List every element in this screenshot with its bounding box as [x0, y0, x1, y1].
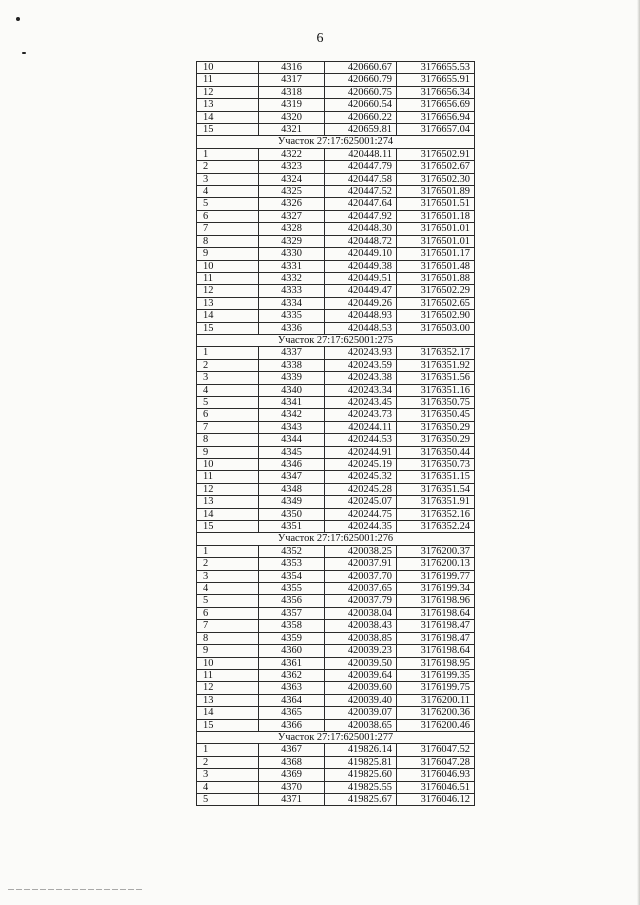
x-coordinate: 420243.73 — [325, 409, 397, 421]
x-coordinate: 420660.79 — [325, 74, 397, 86]
point-number: 4364 — [259, 694, 325, 706]
table-row — [197, 521, 475, 533]
point-number: 4346 — [259, 459, 325, 471]
x-coordinate: 420037.91 — [325, 558, 397, 570]
row-number: 7 — [197, 620, 259, 632]
x-coordinate: 420039.23 — [325, 645, 397, 657]
y-coordinate: 3176351.15 — [397, 471, 475, 483]
point-number: 4368 — [259, 756, 325, 768]
point-number: 4370 — [259, 781, 325, 793]
point-number: 4343 — [259, 421, 325, 433]
table-row — [197, 173, 475, 185]
table-row — [197, 86, 475, 98]
y-coordinate: 3176046.12 — [397, 793, 475, 805]
row-number: 6 — [197, 607, 259, 619]
point-number: 4355 — [259, 583, 325, 595]
y-coordinate: 3176046.93 — [397, 769, 475, 781]
y-coordinate: 3176501.51 — [397, 198, 475, 210]
x-coordinate: 420243.34 — [325, 384, 397, 396]
y-coordinate: 3176502.65 — [397, 297, 475, 309]
x-coordinate: 420660.22 — [325, 111, 397, 123]
y-coordinate: 3176351.91 — [397, 496, 475, 508]
x-coordinate: 420660.67 — [325, 62, 397, 74]
y-coordinate: 3176199.35 — [397, 669, 475, 681]
table-row — [197, 223, 475, 235]
table-row — [197, 446, 475, 458]
table-row — [197, 781, 475, 793]
x-coordinate: 420447.92 — [325, 210, 397, 222]
y-coordinate: 3176352.24 — [397, 521, 475, 533]
y-coordinate: 3176352.16 — [397, 508, 475, 520]
table-row — [197, 148, 475, 160]
y-coordinate: 3176047.52 — [397, 744, 475, 756]
row-number: 3 — [197, 769, 259, 781]
row-number: 11 — [197, 74, 259, 86]
x-coordinate: 420243.38 — [325, 372, 397, 384]
row-number: 3 — [197, 570, 259, 582]
y-coordinate: 3176200.46 — [397, 719, 475, 731]
point-number: 4331 — [259, 260, 325, 272]
table-row — [197, 682, 475, 694]
scan-dash-left — [22, 52, 26, 54]
section-row — [197, 136, 475, 148]
row-number: 9 — [197, 446, 259, 458]
row-number: 14 — [197, 310, 259, 322]
point-number: 4369 — [259, 769, 325, 781]
point-number: 4329 — [259, 235, 325, 247]
point-number: 4357 — [259, 607, 325, 619]
table-row — [197, 310, 475, 322]
table-row — [197, 607, 475, 619]
x-coordinate: 420037.79 — [325, 595, 397, 607]
table-row — [197, 707, 475, 719]
table-row — [197, 409, 475, 421]
point-number: 4344 — [259, 434, 325, 446]
row-number: 2 — [197, 756, 259, 768]
row-number: 10 — [197, 62, 259, 74]
row-number: 4 — [197, 186, 259, 198]
row-number: 3 — [197, 173, 259, 185]
row-number: 11 — [197, 272, 259, 284]
row-number: 4 — [197, 583, 259, 595]
coordinates-table — [196, 61, 475, 806]
point-number: 4316 — [259, 62, 325, 74]
row-number: 13 — [197, 99, 259, 111]
scan-dot-top — [16, 17, 20, 21]
row-number: 8 — [197, 434, 259, 446]
point-number: 4348 — [259, 483, 325, 495]
y-coordinate: 3176351.16 — [397, 384, 475, 396]
x-coordinate: 420449.47 — [325, 285, 397, 297]
row-number: 8 — [197, 632, 259, 644]
point-number: 4325 — [259, 186, 325, 198]
point-number: 4366 — [259, 719, 325, 731]
point-number: 4341 — [259, 396, 325, 408]
row-number: 1 — [197, 347, 259, 359]
row-number: 11 — [197, 471, 259, 483]
table-row — [197, 235, 475, 247]
x-coordinate: 420448.72 — [325, 235, 397, 247]
y-coordinate: 3176198.47 — [397, 620, 475, 632]
point-number: 4318 — [259, 86, 325, 98]
table-row — [197, 421, 475, 433]
table-row — [197, 583, 475, 595]
point-number: 4358 — [259, 620, 325, 632]
table-row — [197, 124, 475, 136]
x-coordinate: 420448.30 — [325, 223, 397, 235]
row-number: 14 — [197, 707, 259, 719]
y-coordinate: 3176350.75 — [397, 396, 475, 408]
x-coordinate: 420038.85 — [325, 632, 397, 644]
x-coordinate: 420448.11 — [325, 148, 397, 160]
row-number: 10 — [197, 260, 259, 272]
table-row — [197, 769, 475, 781]
y-coordinate: 3176199.34 — [397, 583, 475, 595]
x-coordinate: 420039.60 — [325, 682, 397, 694]
row-number: 5 — [197, 793, 259, 805]
y-coordinate: 3176501.18 — [397, 210, 475, 222]
table-row — [197, 756, 475, 768]
y-coordinate: 3176200.11 — [397, 694, 475, 706]
point-number: 4354 — [259, 570, 325, 582]
y-coordinate: 3176046.51 — [397, 781, 475, 793]
x-coordinate: 420244.75 — [325, 508, 397, 520]
section-title: Участок 27:17:625001:276 — [197, 533, 475, 545]
table-row — [197, 793, 475, 805]
row-number: 14 — [197, 111, 259, 123]
row-number: 15 — [197, 521, 259, 533]
x-coordinate: 420038.04 — [325, 607, 397, 619]
x-coordinate: 420243.93 — [325, 347, 397, 359]
x-coordinate: 420243.59 — [325, 359, 397, 371]
table-row — [197, 496, 475, 508]
row-number: 2 — [197, 558, 259, 570]
row-number: 6 — [197, 210, 259, 222]
section-row — [197, 533, 475, 545]
table-row — [197, 272, 475, 284]
coordinates-table-body — [197, 62, 475, 806]
row-number: 12 — [197, 86, 259, 98]
table-row — [197, 483, 475, 495]
point-number: 4362 — [259, 669, 325, 681]
table-row — [197, 620, 475, 632]
point-number: 4320 — [259, 111, 325, 123]
x-coordinate: 420449.10 — [325, 248, 397, 260]
y-coordinate: 3176656.94 — [397, 111, 475, 123]
row-number: 15 — [197, 322, 259, 334]
x-coordinate: 420447.52 — [325, 186, 397, 198]
table-row — [197, 99, 475, 111]
y-coordinate: 3176198.96 — [397, 595, 475, 607]
point-number: 4340 — [259, 384, 325, 396]
x-coordinate: 420244.53 — [325, 434, 397, 446]
table-row — [197, 558, 475, 570]
y-coordinate: 3176503.00 — [397, 322, 475, 334]
point-number: 4321 — [259, 124, 325, 136]
section-title: Участок 27:17:625001:274 — [197, 136, 475, 148]
x-coordinate: 420243.45 — [325, 396, 397, 408]
scan-artifact-line — [8, 889, 143, 890]
point-number: 4350 — [259, 508, 325, 520]
row-number: 10 — [197, 459, 259, 471]
x-coordinate: 420448.93 — [325, 310, 397, 322]
y-coordinate: 3176657.04 — [397, 124, 475, 136]
point-number: 4337 — [259, 347, 325, 359]
x-coordinate: 420244.91 — [325, 446, 397, 458]
x-coordinate: 419825.67 — [325, 793, 397, 805]
section-title: Участок 27:17:625001:275 — [197, 334, 475, 346]
y-coordinate: 3176351.56 — [397, 372, 475, 384]
x-coordinate: 420659.81 — [325, 124, 397, 136]
y-coordinate: 3176351.92 — [397, 359, 475, 371]
y-coordinate: 3176199.77 — [397, 570, 475, 582]
table-row — [197, 459, 475, 471]
row-number: 1 — [197, 148, 259, 160]
table-row — [197, 545, 475, 557]
section-title: Участок 27:17:625001:277 — [197, 731, 475, 743]
point-number: 4330 — [259, 248, 325, 260]
x-coordinate: 420449.38 — [325, 260, 397, 272]
row-number: 13 — [197, 297, 259, 309]
y-coordinate: 3176350.29 — [397, 434, 475, 446]
table-row — [197, 186, 475, 198]
table-row — [197, 744, 475, 756]
row-number: 8 — [197, 235, 259, 247]
table-row — [197, 570, 475, 582]
point-number: 4317 — [259, 74, 325, 86]
table-row — [197, 74, 475, 86]
table-row — [197, 384, 475, 396]
table-row — [197, 471, 475, 483]
x-coordinate: 420039.50 — [325, 657, 397, 669]
section-row — [197, 334, 475, 346]
x-coordinate: 420037.65 — [325, 583, 397, 595]
x-coordinate: 420244.11 — [325, 421, 397, 433]
table-row — [197, 260, 475, 272]
point-number: 4360 — [259, 645, 325, 657]
y-coordinate: 3176047.28 — [397, 756, 475, 768]
row-number: 10 — [197, 657, 259, 669]
row-number: 12 — [197, 285, 259, 297]
point-number: 4332 — [259, 272, 325, 284]
x-coordinate: 420039.40 — [325, 694, 397, 706]
row-number: 9 — [197, 645, 259, 657]
point-number: 4319 — [259, 99, 325, 111]
point-number: 4339 — [259, 372, 325, 384]
table-row — [197, 285, 475, 297]
y-coordinate: 3176200.13 — [397, 558, 475, 570]
y-coordinate: 3176199.75 — [397, 682, 475, 694]
point-number: 4328 — [259, 223, 325, 235]
row-number: 13 — [197, 496, 259, 508]
point-number: 4363 — [259, 682, 325, 694]
point-number: 4323 — [259, 161, 325, 173]
x-coordinate: 420245.07 — [325, 496, 397, 508]
x-coordinate: 420447.58 — [325, 173, 397, 185]
point-number: 4371 — [259, 793, 325, 805]
y-coordinate: 3176655.53 — [397, 62, 475, 74]
y-coordinate: 3176352.17 — [397, 347, 475, 359]
table-row — [197, 210, 475, 222]
table-row — [197, 111, 475, 123]
table-row — [197, 372, 475, 384]
point-number: 4335 — [259, 310, 325, 322]
y-coordinate: 3176656.69 — [397, 99, 475, 111]
y-coordinate: 3176501.48 — [397, 260, 475, 272]
table-row — [197, 62, 475, 74]
row-number: 2 — [197, 359, 259, 371]
y-coordinate: 3176501.01 — [397, 223, 475, 235]
row-number: 14 — [197, 508, 259, 520]
table-row — [197, 161, 475, 173]
table-row — [197, 198, 475, 210]
x-coordinate: 419825.81 — [325, 756, 397, 768]
x-coordinate: 420449.51 — [325, 272, 397, 284]
y-coordinate: 3176350.44 — [397, 446, 475, 458]
point-number: 4353 — [259, 558, 325, 570]
y-coordinate: 3176198.64 — [397, 607, 475, 619]
x-coordinate: 419826.14 — [325, 744, 397, 756]
point-number: 4342 — [259, 409, 325, 421]
y-coordinate: 3176655.91 — [397, 74, 475, 86]
point-number: 4349 — [259, 496, 325, 508]
row-number: 3 — [197, 372, 259, 384]
table-row — [197, 297, 475, 309]
x-coordinate: 420038.25 — [325, 545, 397, 557]
x-coordinate: 420448.53 — [325, 322, 397, 334]
row-number: 5 — [197, 396, 259, 408]
point-number: 4327 — [259, 210, 325, 222]
y-coordinate: 3176200.37 — [397, 545, 475, 557]
row-number: 2 — [197, 161, 259, 173]
y-coordinate: 3176350.73 — [397, 459, 475, 471]
row-number: 15 — [197, 719, 259, 731]
point-number: 4338 — [259, 359, 325, 371]
y-coordinate: 3176501.89 — [397, 186, 475, 198]
point-number: 4365 — [259, 707, 325, 719]
x-coordinate: 420447.64 — [325, 198, 397, 210]
row-number: 1 — [197, 744, 259, 756]
x-coordinate: 419825.60 — [325, 769, 397, 781]
row-number: 13 — [197, 694, 259, 706]
x-coordinate: 420037.70 — [325, 570, 397, 582]
table-row — [197, 694, 475, 706]
section-row — [197, 731, 475, 743]
y-coordinate: 3176200.36 — [397, 707, 475, 719]
point-number: 4324 — [259, 173, 325, 185]
point-number: 4361 — [259, 657, 325, 669]
x-coordinate: 420660.54 — [325, 99, 397, 111]
y-coordinate: 3176351.54 — [397, 483, 475, 495]
table-row — [197, 719, 475, 731]
row-number: 9 — [197, 248, 259, 260]
point-number: 4351 — [259, 521, 325, 533]
x-coordinate: 420245.32 — [325, 471, 397, 483]
row-number: 11 — [197, 669, 259, 681]
x-coordinate: 420245.19 — [325, 459, 397, 471]
table-row — [197, 669, 475, 681]
point-number: 4322 — [259, 148, 325, 160]
row-number: 12 — [197, 682, 259, 694]
x-coordinate: 420245.28 — [325, 483, 397, 495]
row-number: 12 — [197, 483, 259, 495]
point-number: 4356 — [259, 595, 325, 607]
point-number: 4352 — [259, 545, 325, 557]
y-coordinate: 3176501.88 — [397, 272, 475, 284]
x-coordinate: 420660.75 — [325, 86, 397, 98]
table-row — [197, 508, 475, 520]
point-number: 4336 — [259, 322, 325, 334]
row-number: 6 — [197, 409, 259, 421]
point-number: 4333 — [259, 285, 325, 297]
y-coordinate: 3176502.91 — [397, 148, 475, 160]
point-number: 4367 — [259, 744, 325, 756]
x-coordinate: 420039.64 — [325, 669, 397, 681]
y-coordinate: 3176501.01 — [397, 235, 475, 247]
y-coordinate: 3176198.64 — [397, 645, 475, 657]
point-number: 4347 — [259, 471, 325, 483]
y-coordinate: 3176501.17 — [397, 248, 475, 260]
page-number: 6 — [316, 31, 324, 46]
row-number: 15 — [197, 124, 259, 136]
table-row — [197, 396, 475, 408]
table-row — [197, 248, 475, 260]
row-number: 5 — [197, 595, 259, 607]
table-row — [197, 322, 475, 334]
y-coordinate: 3176502.29 — [397, 285, 475, 297]
y-coordinate: 3176350.45 — [397, 409, 475, 421]
row-number: 4 — [197, 384, 259, 396]
point-number: 4326 — [259, 198, 325, 210]
row-number: 7 — [197, 223, 259, 235]
x-coordinate: 419825.55 — [325, 781, 397, 793]
x-coordinate: 420038.65 — [325, 719, 397, 731]
y-coordinate: 3176502.90 — [397, 310, 475, 322]
y-coordinate: 3176350.29 — [397, 421, 475, 433]
y-coordinate: 3176502.30 — [397, 173, 475, 185]
point-number: 4359 — [259, 632, 325, 644]
y-coordinate: 3176502.67 — [397, 161, 475, 173]
x-coordinate: 420038.43 — [325, 620, 397, 632]
row-number: 5 — [197, 198, 259, 210]
point-number: 4334 — [259, 297, 325, 309]
y-coordinate: 3176198.47 — [397, 632, 475, 644]
x-coordinate: 420244.35 — [325, 521, 397, 533]
y-coordinate: 3176198.95 — [397, 657, 475, 669]
row-number: 7 — [197, 421, 259, 433]
x-coordinate: 420039.07 — [325, 707, 397, 719]
point-number: 4345 — [259, 446, 325, 458]
table-row — [197, 359, 475, 371]
table-row — [197, 657, 475, 669]
y-coordinate: 3176656.34 — [397, 86, 475, 98]
table-row — [197, 434, 475, 446]
row-number: 1 — [197, 545, 259, 557]
table-row — [197, 347, 475, 359]
table-row — [197, 632, 475, 644]
x-coordinate: 420449.26 — [325, 297, 397, 309]
table-row — [197, 595, 475, 607]
x-coordinate: 420447.79 — [325, 161, 397, 173]
table-row — [197, 645, 475, 657]
row-number: 4 — [197, 781, 259, 793]
